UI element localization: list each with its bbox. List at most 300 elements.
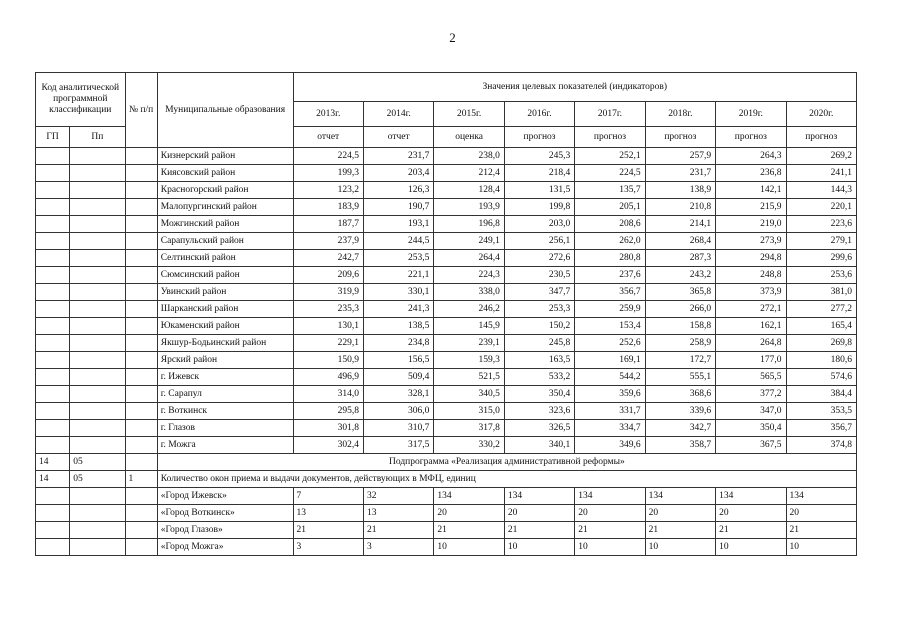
value-cell: 253,6 [786, 267, 857, 284]
table-row [36, 250, 857, 267]
value-cell: 243,2 [645, 267, 715, 284]
num-cell [125, 386, 157, 403]
value-cell: 334,7 [575, 420, 645, 437]
value-cell: 180,6 [786, 352, 857, 369]
mfc-name: «Город Воткинск» [157, 505, 293, 522]
num-cell [125, 216, 157, 233]
municipality-name: Кизнерский район [157, 148, 293, 165]
value-cell: 221,1 [363, 267, 433, 284]
gp-header: ГП [36, 127, 70, 148]
pp-cell [70, 284, 125, 301]
value-cell: 257,9 [645, 148, 715, 165]
value-cell: 365,8 [645, 284, 715, 301]
type-header: прогноз [786, 127, 857, 148]
value-cell: 231,7 [645, 165, 715, 182]
value-cell: 264,8 [716, 335, 786, 352]
year-header: 2020г. [786, 102, 857, 127]
num-cell: 1 [125, 471, 157, 488]
num-cell [125, 420, 157, 437]
value-cell: 153,4 [575, 318, 645, 335]
gp-cell [36, 403, 70, 420]
num-cell [125, 522, 157, 539]
gp-cell [36, 233, 70, 250]
value-cell: 220,1 [786, 199, 857, 216]
type-header: оценка [434, 127, 504, 148]
value-cell: 315,0 [434, 403, 504, 420]
value-cell: 32 [363, 488, 433, 505]
value-cell: 381,0 [786, 284, 857, 301]
gp-cell [36, 335, 70, 352]
value-cell: 237,9 [293, 233, 363, 250]
pp-cell [70, 539, 125, 556]
value-cell: 323,6 [504, 403, 574, 420]
gp-cell: 14 [36, 454, 70, 471]
pp-cell [70, 386, 125, 403]
table-row [36, 369, 857, 386]
subprogram-row [36, 454, 857, 471]
value-cell: 279,1 [786, 233, 857, 250]
num-cell [125, 539, 157, 556]
value-cell: 347,0 [716, 403, 786, 420]
value-cell: 190,7 [363, 199, 433, 216]
value-cell: 177,0 [716, 352, 786, 369]
gp-cell [36, 284, 70, 301]
value-cell: 350,4 [504, 386, 574, 403]
year-header: 2019г. [716, 102, 786, 127]
value-cell: 509,4 [363, 369, 433, 386]
value-cell: 299,6 [786, 250, 857, 267]
value-cell: 193,9 [434, 199, 504, 216]
value-cell: 340,1 [504, 437, 574, 454]
value-cell: 239,1 [434, 335, 504, 352]
pp-cell [70, 437, 125, 454]
municipality-name: Увинский район [157, 284, 293, 301]
value-cell: 234,8 [363, 335, 433, 352]
mfc-row [36, 488, 857, 505]
value-cell: 20 [645, 505, 715, 522]
value-cell: 235,3 [293, 301, 363, 318]
value-cell: 368,6 [645, 386, 715, 403]
value-cell: 302,4 [293, 437, 363, 454]
value-cell: 21 [716, 522, 786, 539]
gp-cell [36, 539, 70, 556]
value-cell: 20 [504, 505, 574, 522]
value-cell: 252,1 [575, 148, 645, 165]
year-header: 2013г. [293, 102, 363, 127]
value-cell: 280,8 [575, 250, 645, 267]
value-cell: 496,9 [293, 369, 363, 386]
value-cell: 377,2 [716, 386, 786, 403]
pp-cell [70, 199, 125, 216]
value-cell: 224,5 [293, 148, 363, 165]
pp-cell [70, 165, 125, 182]
pp-cell [70, 369, 125, 386]
mfc-name: «Город Ижевск» [157, 488, 293, 505]
value-cell: 367,5 [716, 437, 786, 454]
table-row [36, 182, 857, 199]
value-cell: 229,1 [293, 335, 363, 352]
gp-cell [36, 250, 70, 267]
table-row [36, 352, 857, 369]
value-cell: 294,8 [716, 250, 786, 267]
value-cell: 314,0 [293, 386, 363, 403]
gp-cell [36, 488, 70, 505]
value-cell: 252,6 [575, 335, 645, 352]
pp-cell [70, 522, 125, 539]
pp-cell [70, 318, 125, 335]
value-cell: 21 [645, 522, 715, 539]
value-cell: 533,2 [504, 369, 574, 386]
value-cell: 245,8 [504, 335, 574, 352]
value-cell: 203,0 [504, 216, 574, 233]
value-cell: 131,5 [504, 182, 574, 199]
mfc-name: «Город Можга» [157, 539, 293, 556]
value-cell: 134 [716, 488, 786, 505]
gp-cell [36, 148, 70, 165]
value-cell: 269,8 [786, 335, 857, 352]
value-cell: 262,0 [575, 233, 645, 250]
mfc-name: «Город Глазов» [157, 522, 293, 539]
value-cell: 350,4 [716, 420, 786, 437]
gp-cell [36, 369, 70, 386]
municipality-name: Можгинский район [157, 216, 293, 233]
value-cell: 301,8 [293, 420, 363, 437]
value-cell: 10 [716, 539, 786, 556]
pp-cell: 05 [70, 454, 125, 471]
table-row [36, 148, 857, 165]
gp-cell [36, 318, 70, 335]
type-header: прогноз [575, 127, 645, 148]
page-number: 2 [449, 30, 456, 45]
pp-cell [70, 488, 125, 505]
value-cell: 246,2 [434, 301, 504, 318]
gp-cell [36, 437, 70, 454]
pp-cell: 05 [70, 471, 125, 488]
value-cell: 241,1 [786, 165, 857, 182]
value-cell: 264,4 [434, 250, 504, 267]
value-cell: 373,9 [716, 284, 786, 301]
pp-cell [70, 505, 125, 522]
num-cell [125, 369, 157, 386]
value-cell: 169,1 [575, 352, 645, 369]
value-cell: 196,8 [434, 216, 504, 233]
value-cell: 358,7 [645, 437, 715, 454]
municipality-name: г. Глазов [157, 420, 293, 437]
value-cell: 253,3 [504, 301, 574, 318]
indicators-table [35, 72, 857, 556]
gp-cell [36, 199, 70, 216]
num-cell [125, 165, 157, 182]
value-cell: 20 [434, 505, 504, 522]
gp-cell [36, 386, 70, 403]
num-cell [125, 267, 157, 284]
value-cell: 224,3 [434, 267, 504, 284]
value-cell: 150,9 [293, 352, 363, 369]
pp-cell [70, 403, 125, 420]
value-cell: 10 [786, 539, 857, 556]
value-cell: 10 [434, 539, 504, 556]
value-cell: 231,7 [363, 148, 433, 165]
value-cell: 353,5 [786, 403, 857, 420]
code-group-header: Код аналитической программной классификации [36, 73, 126, 127]
municipality-header: Муниципальные образования [157, 73, 293, 148]
value-cell: 340,5 [434, 386, 504, 403]
municipality-name: Сарапульский район [157, 233, 293, 250]
value-cell: 248,8 [716, 267, 786, 284]
pp-cell [70, 233, 125, 250]
value-cell: 245,3 [504, 148, 574, 165]
value-cell: 20 [716, 505, 786, 522]
num-header: № п/п [125, 73, 157, 148]
value-cell: 163,5 [504, 352, 574, 369]
gp-cell [36, 505, 70, 522]
value-cell: 142,1 [716, 182, 786, 199]
gp-cell: 14 [36, 471, 70, 488]
num-cell [125, 318, 157, 335]
type-header: прогноз [645, 127, 715, 148]
num-cell [125, 233, 157, 250]
type-header: прогноз [716, 127, 786, 148]
num-cell [125, 488, 157, 505]
value-cell: 144,3 [786, 182, 857, 199]
value-cell: 205,1 [575, 199, 645, 216]
municipality-name: г. Можга [157, 437, 293, 454]
value-cell: 203,4 [363, 165, 433, 182]
value-cell: 165,4 [786, 318, 857, 335]
num-cell [125, 284, 157, 301]
value-cell: 212,4 [434, 165, 504, 182]
year-header: 2018г. [645, 102, 715, 127]
gp-cell [36, 165, 70, 182]
year-header: 2017г. [575, 102, 645, 127]
year-header: 2014г. [363, 102, 433, 127]
municipality-name: Селтинский район [157, 250, 293, 267]
value-cell: 272,1 [716, 301, 786, 318]
value-cell: 21 [786, 522, 857, 539]
value-cell: 21 [504, 522, 574, 539]
value-cell: 319,9 [293, 284, 363, 301]
value-cell: 253,5 [363, 250, 433, 267]
municipality-name: Красногорский район [157, 182, 293, 199]
value-cell: 199,3 [293, 165, 363, 182]
municipality-name: г. Сарапул [157, 386, 293, 403]
value-cell: 219,0 [716, 216, 786, 233]
gp-cell [36, 216, 70, 233]
num-cell [125, 505, 157, 522]
table-row [36, 216, 857, 233]
value-cell: 224,5 [575, 165, 645, 182]
value-cell: 123,2 [293, 182, 363, 199]
value-cell: 172,7 [645, 352, 715, 369]
num-cell [125, 199, 157, 216]
pp-cell [70, 250, 125, 267]
value-cell: 237,6 [575, 267, 645, 284]
table-row [36, 165, 857, 182]
indicator-row [36, 471, 857, 488]
value-cell: 134 [504, 488, 574, 505]
pp-cell [70, 148, 125, 165]
mfc-row [36, 539, 857, 556]
pp-cell [70, 335, 125, 352]
value-cell: 330,2 [434, 437, 504, 454]
value-cell: 272,6 [504, 250, 574, 267]
value-cell: 214,1 [645, 216, 715, 233]
value-cell: 162,1 [716, 318, 786, 335]
value-cell: 264,3 [716, 148, 786, 165]
value-cell: 126,3 [363, 182, 433, 199]
municipality-name: Сюмсинский район [157, 267, 293, 284]
table-row [36, 386, 857, 403]
value-cell: 565,5 [716, 369, 786, 386]
value-cell: 306,0 [363, 403, 433, 420]
value-cell: 187,7 [293, 216, 363, 233]
indicator-title: Количество окон приема и выдачи документов, действующих в МФЦ, единиц [157, 471, 856, 488]
value-cell: 238,0 [434, 148, 504, 165]
gp-cell [36, 522, 70, 539]
value-cell: 20 [786, 505, 857, 522]
value-cell: 209,6 [293, 267, 363, 284]
value-cell: 135,7 [575, 182, 645, 199]
value-cell: 20 [575, 505, 645, 522]
value-cell: 130,1 [293, 318, 363, 335]
table-row [36, 335, 857, 352]
num-cell [125, 403, 157, 420]
num-cell [125, 454, 157, 471]
gp-cell [36, 182, 70, 199]
value-cell: 277,2 [786, 301, 857, 318]
table-row [36, 420, 857, 437]
indicators-header: Значения целевых показателей (индикаторов) [293, 73, 856, 102]
value-cell: 134 [786, 488, 857, 505]
value-cell: 268,4 [645, 233, 715, 250]
value-cell: 544,2 [575, 369, 645, 386]
value-cell: 183,9 [293, 199, 363, 216]
value-cell: 199,8 [504, 199, 574, 216]
value-cell: 210,8 [645, 199, 715, 216]
table-row [36, 284, 857, 301]
num-cell [125, 437, 157, 454]
value-cell: 134 [434, 488, 504, 505]
value-cell: 259,9 [575, 301, 645, 318]
municipality-name: г. Ижевск [157, 369, 293, 386]
value-cell: 317,5 [363, 437, 433, 454]
value-cell: 359,6 [575, 386, 645, 403]
value-cell: 128,4 [434, 182, 504, 199]
value-cell: 242,7 [293, 250, 363, 267]
value-cell: 145,9 [434, 318, 504, 335]
value-cell: 356,7 [575, 284, 645, 301]
value-cell: 193,1 [363, 216, 433, 233]
pp-cell [70, 267, 125, 284]
value-cell: 349,6 [575, 437, 645, 454]
type-header: отчет [363, 127, 433, 148]
value-cell: 295,8 [293, 403, 363, 420]
value-cell: 138,5 [363, 318, 433, 335]
value-cell: 331,7 [575, 403, 645, 420]
table-row [36, 233, 857, 250]
municipality-name: Шарканский район [157, 301, 293, 318]
value-cell: 342,7 [645, 420, 715, 437]
value-cell: 269,2 [786, 148, 857, 165]
value-cell: 218,4 [504, 165, 574, 182]
value-cell: 384,4 [786, 386, 857, 403]
table-row [36, 301, 857, 318]
pp-cell [70, 182, 125, 199]
value-cell: 356,7 [786, 420, 857, 437]
value-cell: 338,0 [434, 284, 504, 301]
value-cell: 138,9 [645, 182, 715, 199]
pp-cell [70, 216, 125, 233]
table-row [36, 318, 857, 335]
gp-cell [36, 420, 70, 437]
value-cell: 21 [293, 522, 363, 539]
type-header: отчет [293, 127, 363, 148]
value-cell: 317,8 [434, 420, 504, 437]
gp-cell [36, 352, 70, 369]
mfc-row [36, 522, 857, 539]
year-header: 2015г. [434, 102, 504, 127]
value-cell: 21 [434, 522, 504, 539]
value-cell: 208,6 [575, 216, 645, 233]
value-cell: 7 [293, 488, 363, 505]
value-cell: 21 [363, 522, 433, 539]
value-cell: 244,5 [363, 233, 433, 250]
value-cell: 21 [575, 522, 645, 539]
gp-cell [36, 267, 70, 284]
pp-cell [70, 420, 125, 437]
value-cell: 258,9 [645, 335, 715, 352]
subprogram-title: Подпрограмма «Реализация административной реформы» [157, 454, 856, 471]
value-cell: 10 [504, 539, 574, 556]
value-cell: 241,3 [363, 301, 433, 318]
municipality-name: Ярский район [157, 352, 293, 369]
value-cell: 10 [575, 539, 645, 556]
value-cell: 266,0 [645, 301, 715, 318]
value-cell: 256,1 [504, 233, 574, 250]
value-cell: 310,7 [363, 420, 433, 437]
municipality-name: Малопургинский район [157, 199, 293, 216]
municipality-name: г. Воткинск [157, 403, 293, 420]
table-row [36, 437, 857, 454]
value-cell: 249,1 [434, 233, 504, 250]
value-cell: 521,5 [434, 369, 504, 386]
pp-cell [70, 352, 125, 369]
value-cell: 134 [575, 488, 645, 505]
value-cell: 156,5 [363, 352, 433, 369]
value-cell: 326,5 [504, 420, 574, 437]
value-cell: 328,1 [363, 386, 433, 403]
value-cell: 134 [645, 488, 715, 505]
num-cell [125, 148, 157, 165]
num-cell [125, 335, 157, 352]
type-header: прогноз [504, 127, 574, 148]
value-cell: 347,7 [504, 284, 574, 301]
year-header: 2016г. [504, 102, 574, 127]
value-cell: 339,6 [645, 403, 715, 420]
num-cell [125, 301, 157, 318]
value-cell: 13 [293, 505, 363, 522]
municipality-name: Киясовский район [157, 165, 293, 182]
num-cell [125, 182, 157, 199]
value-cell: 10 [645, 539, 715, 556]
num-cell [125, 352, 157, 369]
value-cell: 574,6 [786, 369, 857, 386]
municipality-name: Якшур-Бодьинский район [157, 335, 293, 352]
municipality-name: Юкаменский район [157, 318, 293, 335]
value-cell: 3 [293, 539, 363, 556]
value-cell: 159,3 [434, 352, 504, 369]
value-cell: 555,1 [645, 369, 715, 386]
